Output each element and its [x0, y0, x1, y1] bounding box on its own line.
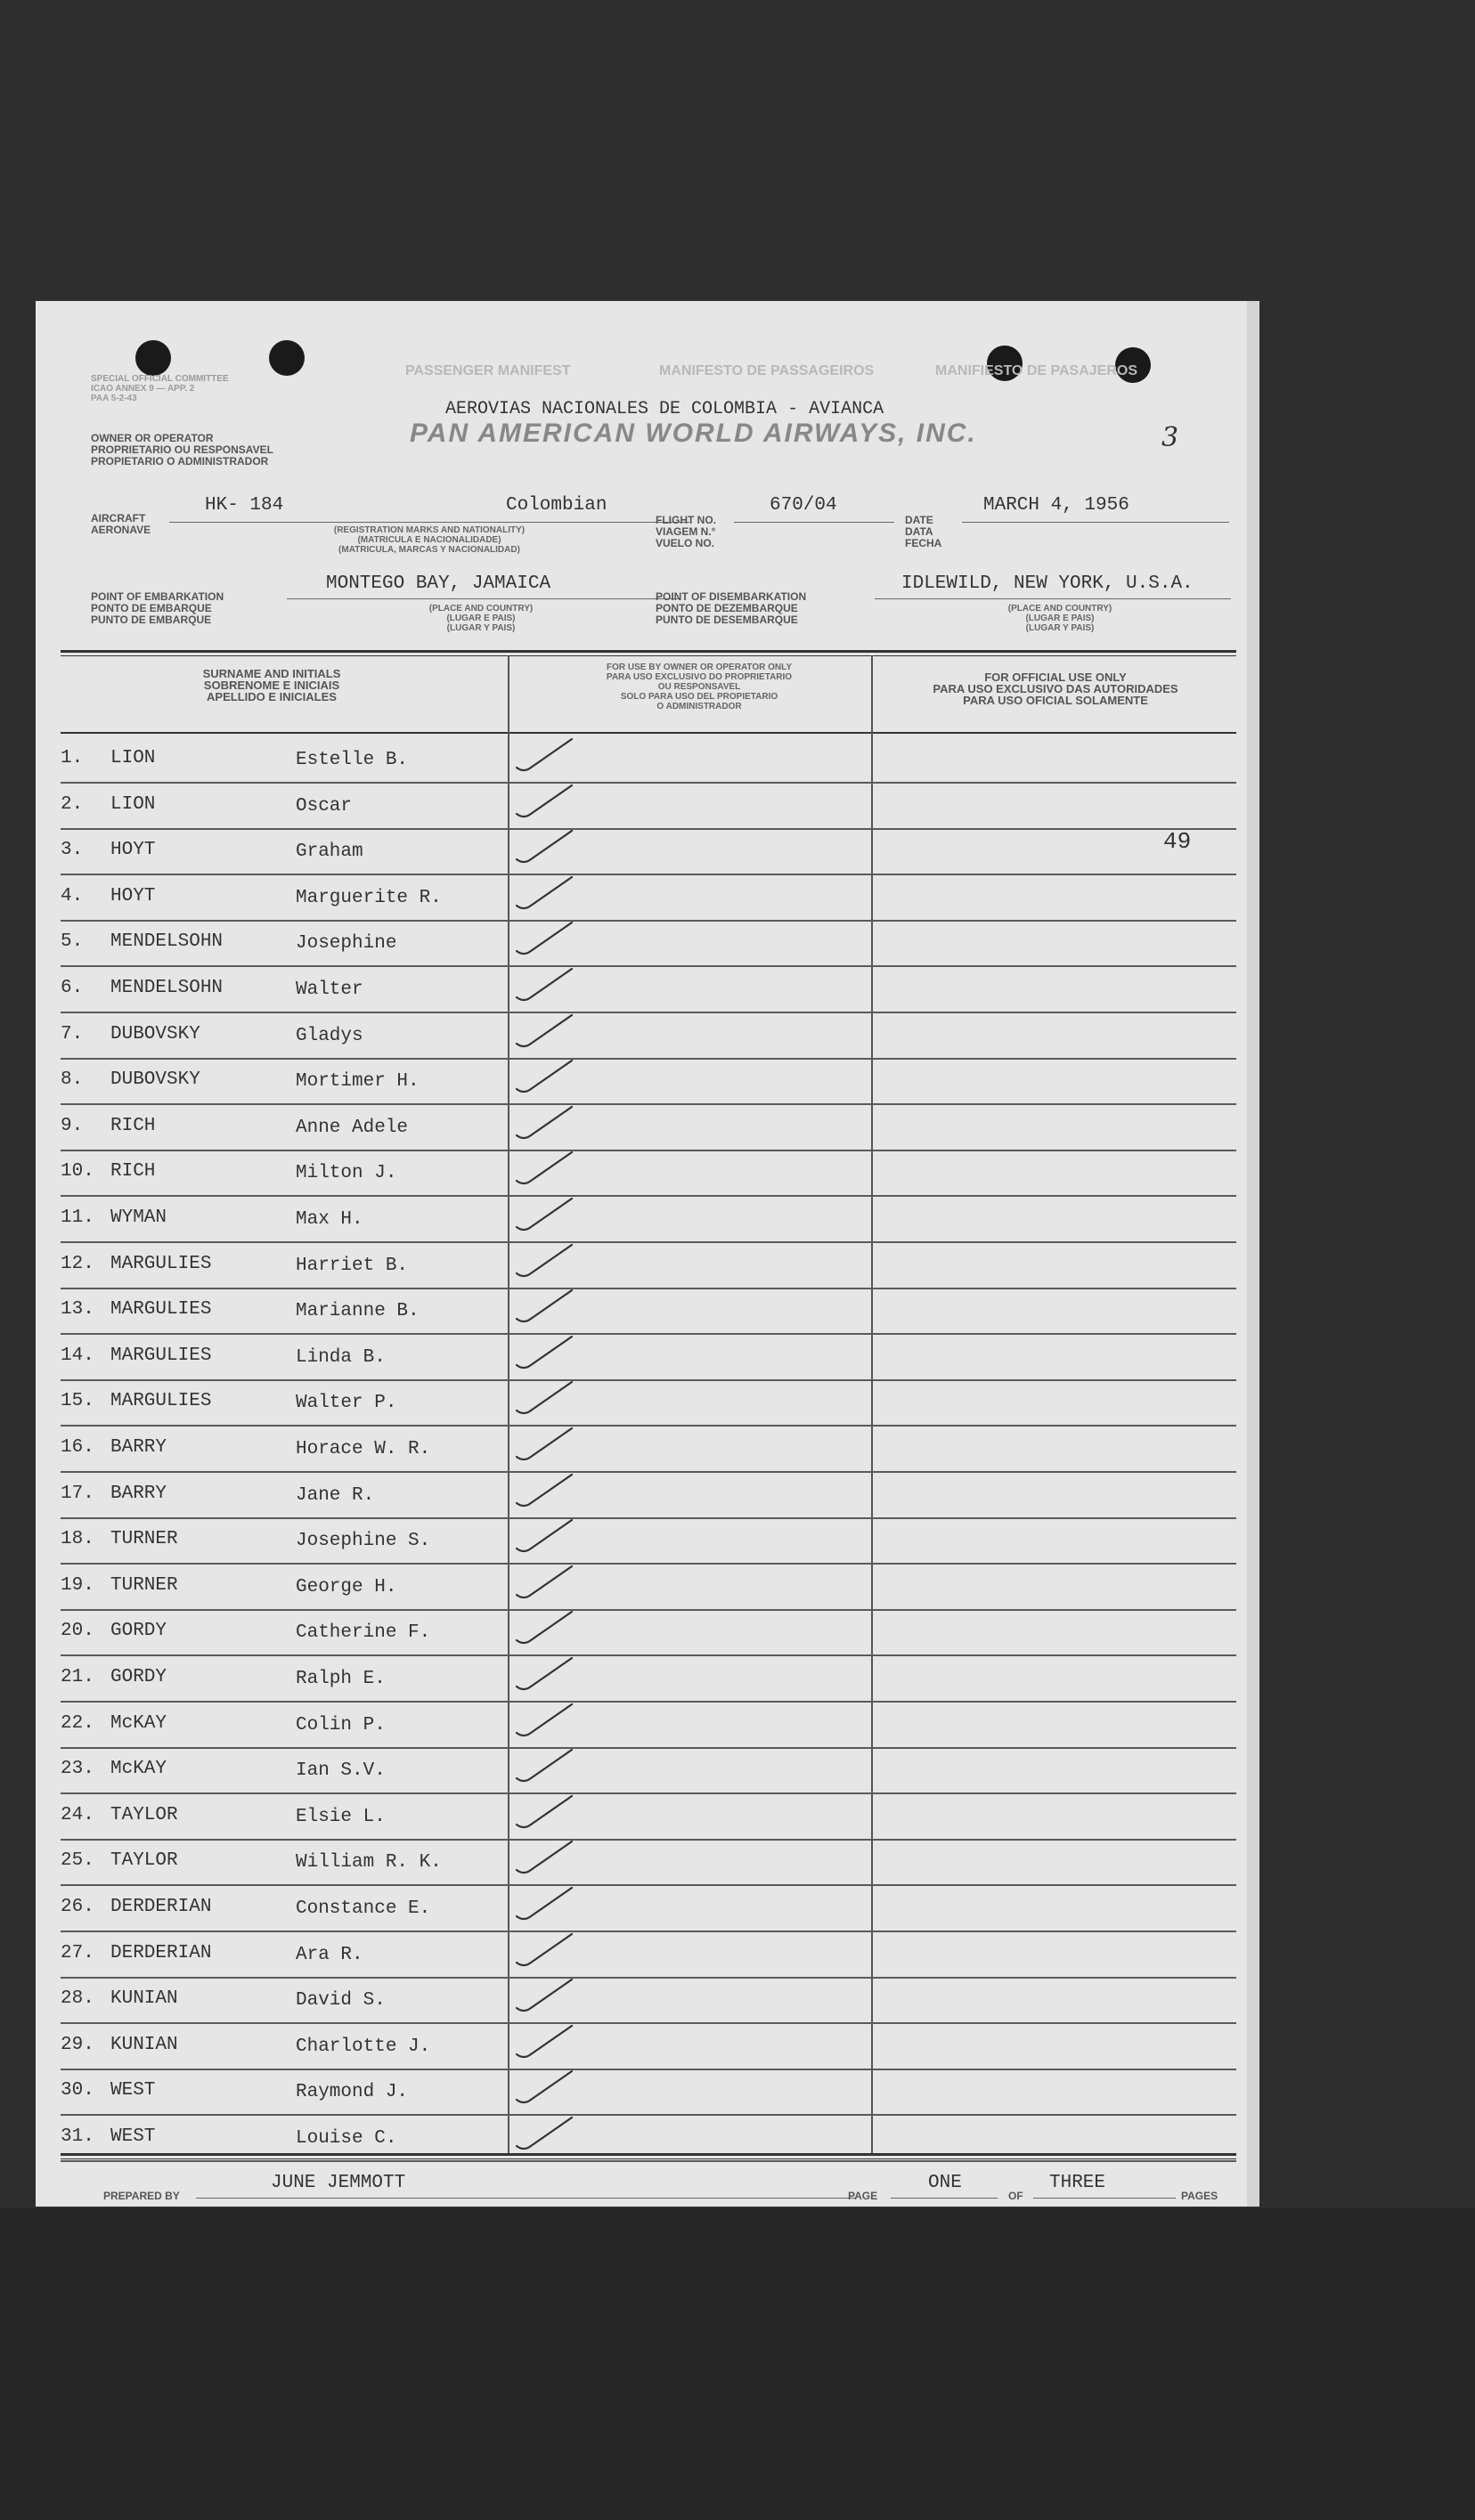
checkmark-icon	[515, 1053, 622, 1103]
passenger-number: 28.	[61, 1988, 94, 2010]
checkmark-icon	[515, 778, 622, 828]
embarkation-caption: (PLACE AND COUNTRY) (LUGAR E PAIS) (LUGAR Y PAIS)	[428, 604, 534, 633]
passenger-given-name: Constance E.	[296, 1898, 431, 1919]
passenger-row	[61, 1840, 1236, 1886]
checkmark-icon	[515, 1238, 622, 1288]
passenger-number: 23.	[61, 1759, 94, 1780]
disembarkation-caption: (PLACE AND COUNTRY) (LUGAR E PAIS) (LUGAR Y PAIS)	[1007, 604, 1112, 633]
passenger-row	[61, 1565, 1236, 1611]
passenger-surname: WYMAN	[110, 1207, 167, 1228]
film-border	[0, 2208, 1475, 2520]
passenger-surname: TURNER	[110, 1574, 178, 1596]
passenger-given-name: David S.	[296, 1990, 386, 2012]
embarkation-label: POINT OF EMBARKATION PONTO DE EMBARQUE PUNTO DE EMBARQUE	[91, 590, 224, 626]
checkmark-icon	[515, 1559, 622, 1609]
passenger-given-name: Graham	[296, 841, 363, 863]
passenger-number: 6.	[61, 978, 84, 998]
passenger-row	[61, 829, 1236, 875]
passenger-surname: KUNIAN	[110, 1988, 178, 2010]
handwritten-mark: 3	[1161, 422, 1179, 453]
passenger-number: 18.	[61, 1529, 94, 1550]
prepared-by-label: PREPARED BY	[103, 2190, 180, 2202]
passenger-number: 8.	[61, 1069, 84, 1091]
checkmark-icon	[515, 732, 622, 782]
passenger-given-name: Mortimer H.	[296, 1071, 420, 1093]
passenger-row	[61, 1518, 1236, 1565]
embarkation-point: MONTEGO BAY, JAMAICA	[326, 573, 551, 594]
passenger-given-name: George H.	[296, 1576, 397, 1597]
names-column-header: SURNAME AND INITIALS SOBRENOME E INICIAIS APELLIDO E INICIALES	[202, 667, 341, 703]
passenger-row	[61, 967, 1236, 1013]
checkmark-icon	[515, 2064, 622, 2114]
passenger-surname: LION	[110, 748, 156, 768]
passenger-given-name: Marianne B.	[296, 1301, 420, 1322]
passenger-row	[61, 1978, 1236, 2024]
checkmark-icon	[515, 1743, 622, 1792]
passenger-given-name: Oscar	[296, 795, 353, 817]
passenger-row	[61, 1243, 1236, 1289]
passenger-number: 30.	[61, 2080, 94, 2101]
passenger-given-name: William R. K.	[296, 1852, 442, 1874]
punch-hole	[269, 340, 305, 376]
passenger-number: 15.	[61, 1391, 94, 1412]
passenger-number: 22.	[61, 1712, 94, 1734]
passenger-row	[61, 1656, 1236, 1703]
passenger-row	[61, 1150, 1236, 1197]
page-number: ONE	[928, 2173, 962, 2193]
checkmark-icon	[515, 915, 622, 965]
passenger-surname: MARGULIES	[110, 1391, 212, 1412]
passenger-given-name: Harriet B.	[296, 1255, 409, 1276]
passenger-row	[61, 1703, 1236, 1749]
date-label: DATE DATA FECHA	[905, 514, 942, 549]
passenger-given-name: Charlotte J.	[296, 2036, 431, 2057]
passenger-surname: DERDERIAN	[110, 1897, 212, 1917]
passenger-number: 13.	[61, 1299, 94, 1321]
passenger-number: 26.	[61, 1897, 94, 1917]
checkmark-icon	[515, 1834, 622, 1884]
passenger-number: 7.	[61, 1023, 84, 1045]
of-label: OF	[1008, 2190, 1023, 2202]
checkmark-icon	[515, 1605, 622, 1654]
passenger-given-name: Ara R.	[296, 1944, 363, 1965]
passenger-given-name: Jane R.	[296, 1484, 375, 1506]
checkmark-icon	[515, 1972, 622, 2022]
passenger-row	[61, 1473, 1236, 1519]
passenger-number: 21.	[61, 1667, 94, 1687]
passenger-given-name: Milton J.	[296, 1163, 397, 1184]
passenger-row	[61, 1932, 1236, 1979]
page-label: PAGE	[848, 2190, 878, 2202]
passenger-given-name: Horace W. R.	[296, 1439, 431, 1459]
passenger-number: 1.	[61, 748, 84, 768]
manifest-sheet	[36, 301, 1259, 2207]
checkmark-icon	[515, 1191, 622, 1241]
passenger-row	[61, 1427, 1236, 1473]
checkmark-icon	[515, 1467, 622, 1517]
aircraft-nationality: Colombian	[506, 495, 607, 516]
owner-use-column-header: FOR USE BY OWNER OR OPERATOR ONLY PARA USO EXCLUSIVO DO PROPRIETARIO OU RESPONSAVEL SOLO PARA USO DEL PROPIETARIO O ADMINISTRADOR	[606, 663, 793, 711]
checkmark-icon	[515, 1329, 622, 1379]
passenger-number: 19.	[61, 1574, 94, 1596]
checkmark-icon	[515, 870, 622, 920]
pages-label: PAGES	[1181, 2190, 1218, 2202]
passenger-given-name: Catherine F.	[296, 1622, 431, 1644]
passenger-surname: MARGULIES	[110, 1345, 212, 1366]
passenger-surname: DUBOVSKY	[110, 1069, 200, 1091]
page-total: THREE	[1049, 2173, 1106, 2193]
owner-label: OWNER OR OPERATOR PROPRIETARIO OU RESPONSAVEL PROPIETARIO O ADMINISTRADOR	[91, 432, 273, 467]
checkmark-icon	[515, 1789, 622, 1839]
passenger-surname: GORDY	[110, 1667, 167, 1687]
passenger-row	[61, 1886, 1236, 1932]
passenger-given-name: Colin P.	[296, 1714, 386, 1736]
passenger-given-name: Josephine S.	[296, 1531, 431, 1552]
official-use-column-header: FOR OFFICIAL USE ONLY PARA USO EXCLUSIVO DAS AUTORIDADES PARA USO OFICIAL SOLAMENTE	[933, 671, 1178, 707]
punch-hole	[135, 340, 171, 376]
passenger-given-name: Max H.	[296, 1209, 363, 1230]
passenger-number: 12.	[61, 1253, 94, 1274]
passenger-surname: BARRY	[110, 1483, 167, 1504]
passenger-number: 16.	[61, 1437, 94, 1458]
passenger-surname: DUBOVSKY	[110, 1023, 200, 1045]
operator-name: AEROVIAS NACIONALES DE COLOMBIA - AVIANCA	[445, 399, 884, 419]
passenger-surname: BARRY	[110, 1437, 167, 1458]
passenger-given-name: Ian S.V.	[296, 1760, 386, 1782]
passenger-surname: MARGULIES	[110, 1253, 212, 1274]
title-english: PASSENGER MANIFEST	[405, 363, 571, 378]
passenger-number: 9.	[61, 1115, 84, 1136]
passenger-row	[61, 1288, 1236, 1335]
checkmark-icon	[515, 1697, 622, 1747]
passenger-number: 5.	[61, 931, 84, 953]
passenger-surname: RICH	[110, 1115, 156, 1136]
prepared-by-name: JUNE JEMMOTT	[271, 2173, 406, 2193]
passenger-row	[61, 1748, 1236, 1794]
passenger-row	[61, 2024, 1236, 2070]
passenger-surname: McKAY	[110, 1712, 167, 1734]
passenger-number: 14.	[61, 1345, 94, 1366]
passenger-row	[61, 875, 1236, 922]
passenger-row	[61, 1610, 1236, 1656]
checkmark-icon	[515, 1100, 622, 1150]
official-note: 49	[1163, 828, 1192, 855]
passenger-given-name: Raymond J.	[296, 2082, 409, 2103]
passenger-surname: TAYLOR	[110, 1804, 178, 1825]
checkmark-icon	[515, 1283, 622, 1333]
passenger-number: 20.	[61, 1621, 94, 1642]
flight-number: 670/04	[770, 495, 837, 516]
checkmark-icon	[515, 1881, 622, 1931]
passenger-number: 24.	[61, 1804, 94, 1825]
passenger-given-name: Elsie L.	[296, 1806, 386, 1827]
passenger-given-name: Gladys	[296, 1025, 363, 1046]
checkmark-icon	[515, 1375, 622, 1425]
passenger-surname: McKAY	[110, 1759, 167, 1780]
passenger-surname: HOYT	[110, 840, 156, 861]
passenger-number: 31.	[61, 2126, 94, 2147]
disembarkation-label: POINT OF DISEMBARKATION PONTO DE DEZEMBARQUE PUNTO DE DESEMBARQUE	[656, 590, 807, 626]
passenger-given-name: Linda B.	[296, 1346, 386, 1368]
passenger-number: 17.	[61, 1483, 94, 1504]
checkmark-icon	[515, 1927, 622, 1977]
checkmark-icon	[515, 962, 622, 1012]
passenger-given-name: Ralph E.	[296, 1669, 386, 1689]
passenger-row	[61, 1197, 1236, 1243]
checkmark-icon	[515, 1651, 622, 1701]
disembarkation-point: IDLEWILD, NEW YORK, U.S.A.	[901, 573, 1194, 594]
passenger-row	[61, 1380, 1236, 1427]
passenger-number: 25.	[61, 1850, 94, 1872]
passenger-given-name: Estelle B.	[296, 750, 409, 770]
passenger-given-name: Josephine	[296, 933, 397, 955]
checkmark-icon	[515, 1145, 622, 1195]
passenger-row	[61, 1335, 1236, 1381]
title-portuguese: MANIFESTO DE PASSAGEIROS	[659, 363, 875, 378]
checkmark-icon	[515, 2019, 622, 2069]
passenger-row	[61, 1105, 1236, 1151]
passenger-row	[61, 1794, 1236, 1841]
passenger-surname: MARGULIES	[110, 1299, 212, 1321]
passenger-surname: DERDERIAN	[110, 1942, 212, 1963]
aircraft-registration: HK- 184	[205, 495, 284, 516]
passenger-given-name: Walter P.	[296, 1393, 397, 1414]
checkmark-icon	[515, 1513, 622, 1563]
airline-logo-text: PAN AMERICAN WORLD AIRWAYS, INC.	[410, 419, 977, 448]
passenger-number: 27.	[61, 1942, 94, 1963]
passenger-surname: LION	[110, 793, 156, 815]
passenger-row	[61, 1059, 1236, 1105]
passenger-number: 11.	[61, 1207, 94, 1228]
passenger-surname: MENDELSOHN	[110, 978, 224, 998]
flight-date: MARCH 4, 1956	[983, 495, 1129, 516]
passenger-row	[61, 737, 1236, 784]
registration-caption: (REGISTRATION MARKS AND NATIONALITY) (MATRICULA E NACIONALIDADE) (MATRICULA, MARCAS Y NACIONALIDAD)	[333, 525, 526, 555]
passenger-number: 10.	[61, 1161, 94, 1183]
passenger-surname: WEST	[110, 2126, 156, 2147]
passenger-given-name: Anne Adele	[296, 1117, 409, 1138]
passenger-surname: RICH	[110, 1161, 156, 1183]
passenger-surname: HOYT	[110, 885, 156, 906]
committee-block: SPECIAL OFFICIAL COMMITTEE ICAO ANNEX 9 — APP. 2 PAA 5-2-43	[91, 374, 229, 403]
passenger-row	[61, 1013, 1236, 1060]
title-spanish: MANIFIESTO DE PASAJEROS	[935, 363, 1137, 378]
passenger-given-name: Marguerite R.	[296, 887, 442, 908]
passenger-surname: TURNER	[110, 1529, 178, 1550]
passenger-row	[61, 784, 1236, 830]
passenger-row	[61, 2069, 1236, 2116]
passenger-surname: MENDELSOHN	[110, 931, 224, 953]
passenger-number: 3.	[61, 840, 84, 861]
passenger-surname: KUNIAN	[110, 2034, 178, 2055]
passenger-surname: WEST	[110, 2080, 156, 2101]
flight-label: FLIGHT NO. VIAGEM N.° VUELO NO.	[656, 514, 716, 549]
checkmark-icon	[515, 1008, 622, 1058]
passenger-surname: TAYLOR	[110, 1850, 178, 1872]
passenger-surname: GORDY	[110, 1621, 167, 1642]
passenger-given-name: Louise C.	[296, 2128, 397, 2149]
passenger-row	[61, 921, 1236, 967]
passenger-number: 29.	[61, 2034, 94, 2055]
passenger-given-name: Walter	[296, 980, 363, 1000]
checkmark-icon	[515, 1421, 622, 1471]
passenger-number: 2.	[61, 793, 84, 815]
checkmark-icon	[515, 824, 622, 874]
aircraft-label: AIRCRAFT AERONAVE	[91, 512, 151, 536]
passenger-number: 4.	[61, 885, 84, 906]
